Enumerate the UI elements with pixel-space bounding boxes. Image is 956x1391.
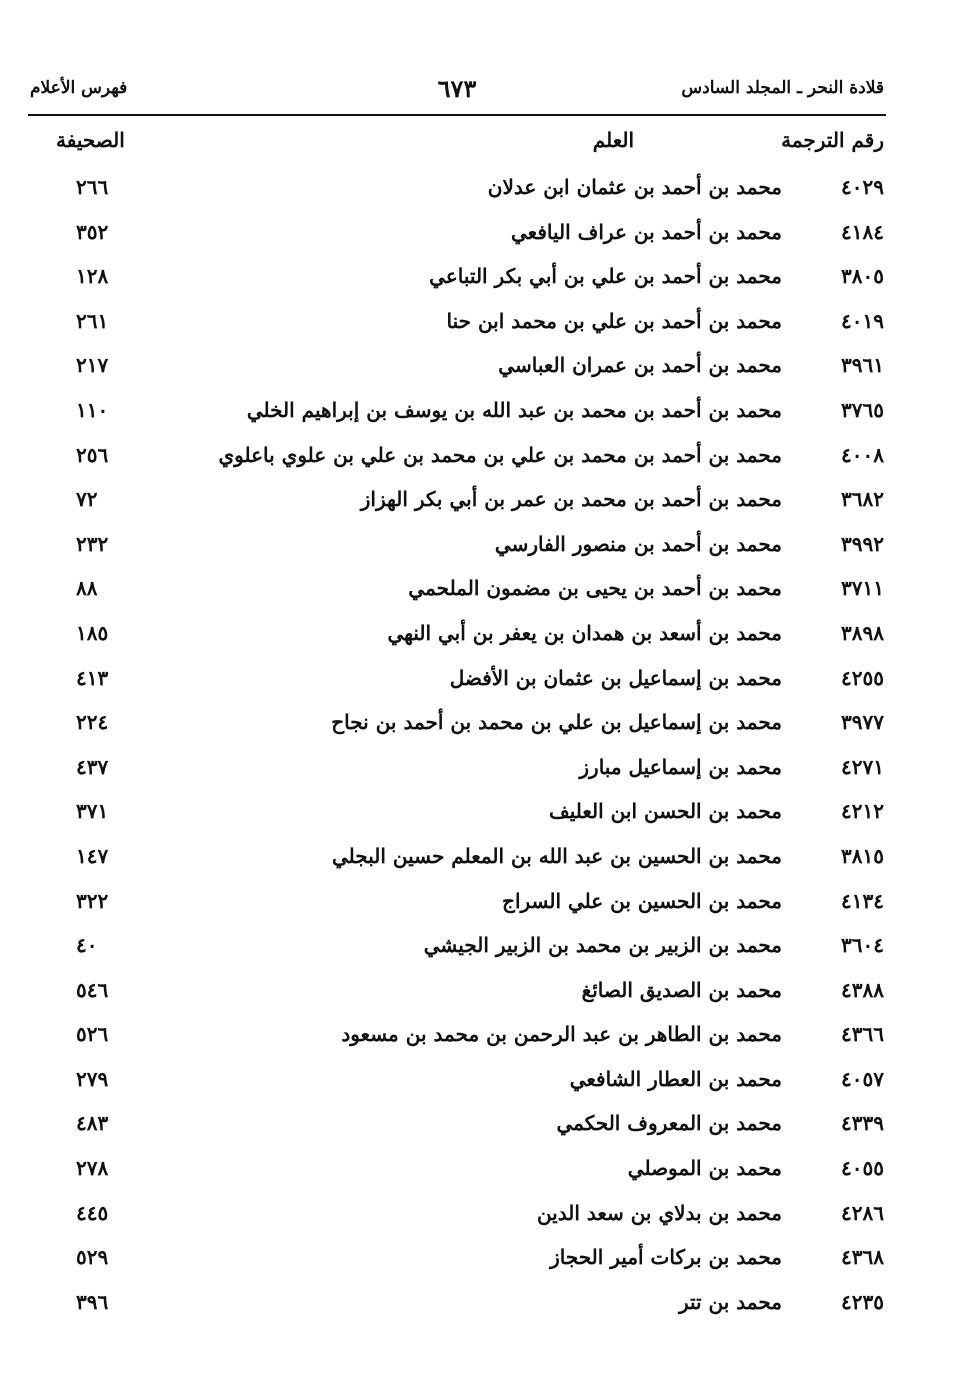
- entry-number: ٤٠٠٨: [841, 442, 884, 467]
- index-entry-row: [0, 1013, 956, 1058]
- entry-number: ٣٨٩٨: [841, 620, 884, 645]
- index-entry-row: [0, 790, 956, 835]
- entry-page: ٢١٧: [76, 353, 109, 378]
- entry-name: محمد بن المعروف الحكمي: [556, 1111, 782, 1136]
- entry-number: ٤٠٥٥: [841, 1156, 884, 1181]
- entry-number: ٤٢١٢: [841, 799, 884, 824]
- running-header: [30, 74, 884, 108]
- entry-page: ١٨٥: [76, 620, 109, 645]
- entry-page: ٢٧٩: [76, 1066, 109, 1091]
- index-entry-row: [0, 255, 956, 300]
- index-entries: [0, 166, 956, 1325]
- entry-page: ٤١٣: [76, 665, 109, 690]
- entry-page: ١٤٧: [76, 843, 109, 868]
- entry-page: ٢٦١: [76, 308, 109, 333]
- entry-number: ٣٩٩٢: [841, 531, 884, 556]
- entry-name: محمد بن الحسن ابن العليف: [549, 799, 782, 824]
- entry-page: ٢٣٢: [76, 531, 109, 556]
- index-entry-row: [0, 1147, 956, 1192]
- index-entry-row: [0, 389, 956, 434]
- entry-number: ٣٦٠٤: [841, 933, 884, 958]
- entry-number: ٣٨٠٥: [841, 264, 884, 289]
- entry-name: محمد بن أحمد بن منصور الفارسي: [494, 531, 782, 556]
- entry-name: محمد بن أحمد بن محمد بن علي بن محمد بن علي بن علوي باعلوي: [218, 442, 782, 467]
- entry-number: ٤٢٣٥: [841, 1289, 884, 1314]
- entry-name: محمد بن بدلاي بن سعد الدين: [536, 1200, 782, 1225]
- entry-page: ٨٨: [76, 576, 98, 601]
- entry-number: ٤١٨٤: [841, 219, 884, 244]
- entry-name: محمد بن أسعد بن همدان بن يعفر بن أبي النهي: [387, 620, 782, 645]
- entry-number: ٤١٣٤: [841, 888, 884, 913]
- index-entry-row: [0, 612, 956, 657]
- entry-name: محمد بن بركات أمير الحجاز: [550, 1245, 782, 1270]
- entry-number: ٣٦٨٢: [841, 487, 884, 512]
- index-entry-row: [0, 300, 956, 345]
- entry-name: محمد بن أحمد بن علي بن أبي بكر التباعي: [429, 264, 782, 289]
- entry-name: محمد بن أحمد بن عمران العباسي: [498, 353, 782, 378]
- index-entry-row: [0, 969, 956, 1014]
- entry-page: ٣٩٦: [76, 1289, 109, 1314]
- index-entry-row: [0, 434, 956, 479]
- entry-number: ٤٣٦٨: [841, 1245, 884, 1270]
- index-entry-row: [0, 1281, 956, 1326]
- index-entry-row: [0, 523, 956, 568]
- header-rule: [28, 114, 886, 116]
- index-entry-row: [0, 1236, 956, 1281]
- entry-name: محمد بن أحمد بن عراف اليافعي: [511, 219, 782, 244]
- entry-name: محمد بن الحسين بن عبد الله بن المعلم حسين البجلي: [332, 843, 782, 868]
- entry-name: محمد بن أحمد بن عثمان ابن عدلان: [487, 175, 782, 199]
- entry-number: ٤٣٦٦: [841, 1022, 884, 1047]
- entry-number: ٣٧١١: [841, 576, 884, 601]
- index-entry-row: [0, 211, 956, 256]
- page-number: ٦٧٣: [437, 74, 477, 103]
- entry-name: محمد بن أحمد بن يحيى بن مضمون الملحمي: [408, 576, 782, 601]
- index-entry-row: [0, 1102, 956, 1147]
- entry-page: ٤٨٣: [76, 1111, 109, 1136]
- index-entry-row: [0, 657, 956, 702]
- entry-number: ٣٧٦٥: [841, 397, 884, 422]
- entry-name: محمد بن إسماعيل بن عثمان بن الأفضل: [449, 665, 782, 690]
- entry-name: محمد بن العطار الشافعي: [569, 1066, 782, 1091]
- entry-number: ٤٢٨٦: [841, 1200, 884, 1225]
- entry-name: محمد بن إسماعيل بن علي بن محمد بن أحمد بن نجاح: [331, 710, 782, 735]
- index-entry-row: [0, 701, 956, 746]
- entry-number: ٣٨١٥: [841, 843, 884, 868]
- index-entry-row: [0, 924, 956, 969]
- entry-number: ٤٢٥٥: [841, 665, 884, 690]
- column-header-page: الصحيفة: [56, 128, 125, 152]
- index-entry-row: [0, 880, 956, 925]
- entry-number: ٤٠١٩: [841, 308, 884, 333]
- entry-page: ٥٤٦: [76, 977, 109, 1002]
- entry-page: ٧٢: [76, 487, 98, 512]
- entry-name: محمد بن الموصلي: [627, 1156, 782, 1181]
- entry-page: ٢٦٦: [76, 175, 109, 199]
- index-entry-row: [0, 1192, 956, 1237]
- entry-number: ٤٣٣٩: [841, 1111, 884, 1136]
- entry-page: ٥٢٦: [76, 1022, 109, 1047]
- entry-page: ٤٠: [76, 933, 98, 958]
- book-title: قلادة النحر ـ المجلد السادس: [681, 78, 884, 98]
- entry-page: ٣٢٢: [76, 888, 109, 913]
- entry-name: محمد بن الحسين بن علي السراج: [502, 888, 782, 913]
- column-header-number: رقم الترجمة: [781, 128, 884, 152]
- entry-page: ١١٠: [76, 397, 109, 422]
- entry-name: محمد بن أحمد بن محمد بن عبد الله بن يوسف بن إبراهيم الخلي: [246, 397, 782, 422]
- entry-page: ٤٤٥: [76, 1200, 109, 1225]
- entry-page: ٥٢٩: [76, 1245, 109, 1270]
- entry-name: محمد بن الطاهر بن عبد الرحمن بن محمد بن مسعود: [341, 1022, 782, 1047]
- entry-name: محمد بن تتر: [678, 1289, 782, 1314]
- entry-name: محمد بن الزبير بن محمد بن الزبير الجيشي: [423, 933, 782, 958]
- entry-page: ٣٥٢: [76, 219, 109, 244]
- entry-number: ٣٩٧٧: [841, 710, 884, 735]
- entry-number: ٣٩٦١: [841, 353, 884, 378]
- entry-page: ٢٥٦: [76, 442, 109, 467]
- index-entry-row: [0, 1058, 956, 1103]
- section-title: فهرس الأعلام: [30, 78, 128, 98]
- entry-name: محمد بن أحمد بن علي بن محمد ابن حنا: [446, 308, 782, 333]
- entry-number: ٤٠٢٩: [841, 175, 884, 199]
- index-entry-row: [0, 835, 956, 880]
- entry-page: ٤٣٧: [76, 754, 109, 779]
- index-entry-row: [0, 478, 956, 523]
- index-entry-row: [0, 746, 956, 791]
- index-entry-row: [0, 567, 956, 612]
- entry-number: ٤٠٥٧: [841, 1066, 884, 1091]
- index-entry-row: [0, 166, 956, 211]
- entry-name: محمد بن الصديق الصائغ: [581, 977, 782, 1002]
- entry-page: ٣٧١: [76, 799, 109, 824]
- entry-number: ٤٢٧١: [841, 754, 884, 779]
- entry-page: ١٢٨: [76, 264, 109, 289]
- entry-name: محمد بن أحمد بن محمد بن عمر بن أبي بكر الهزاز: [360, 487, 782, 512]
- entry-number: ٤٣٨٨: [841, 977, 884, 1002]
- column-header-name: العلم: [592, 128, 634, 152]
- entry-page: ٢٢٤: [76, 710, 109, 735]
- entry-page: ٢٧٨: [76, 1156, 109, 1181]
- entry-name: محمد بن إسماعيل مبارز: [579, 754, 782, 779]
- index-entry-row: [0, 344, 956, 389]
